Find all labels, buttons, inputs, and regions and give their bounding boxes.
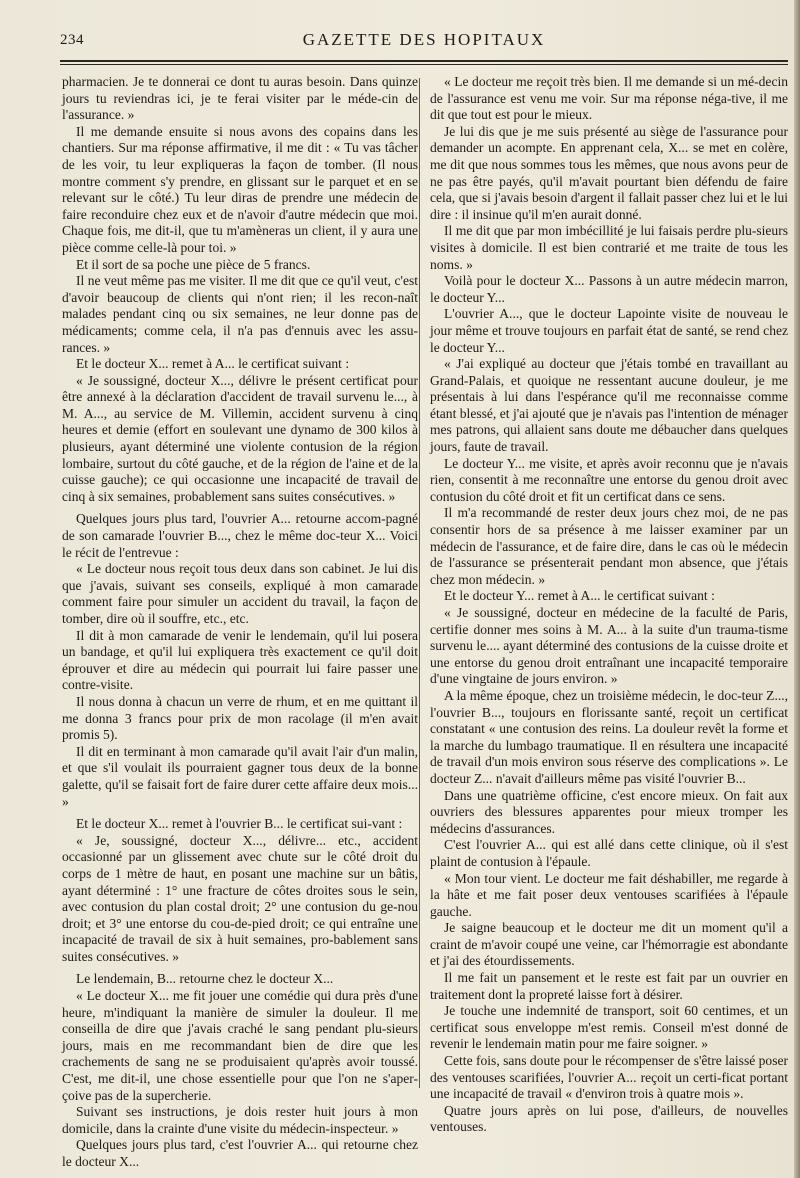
paragraph: Et le docteur Y... remet à A... le certificat suivant : (444, 588, 715, 604)
paragraph: Cette fois, sans doute pour le récompenser de s'être laissé poser des ventouses scarifiées, l'ouvrier A... reçoit un certi-ficat portant une incapacité de travail « d'environ trois à quatre mois ». (430, 1053, 788, 1102)
paragraph: « Le docteur X... me fit jouer une comédie qui dura près d'une heure, m'indiquant la manière de simuler la douleur. Il me conseilla de dire que j'avais craché le sang pendant plu-sieurs jours, mais en me recommandant bien de dire que les crachements de sang ne se produisaient qu'après avoir toussé. C'est, me dit-il, une chose essentielle pour que l'on ne s'aper-çoive pas de la supercherie. (62, 988, 418, 1103)
paragraph: Le docteur Y... me visite, et après avoir reconnu que je n'avais rien, consentit à me reconnaître une entorse du genou droit avec contusion du côté droit et fit un certificat dans ce sens. (430, 455, 788, 504)
paragraph: Et le docteur X... remet à A... le certificat suivant : (76, 356, 350, 372)
paragraph: « Le docteur me reçoit très bien. Il me demande si un mé-decin de l'assurance est venu me voir. Sur ma réponse néga-tive, il me dit que tout est pour le mieux. (430, 74, 788, 123)
paragraph: pharmacien. Je te donnerai ce dont tu auras besoin. Dans quinze jours tu reviendras ici, je te ferai visiter par le méde-cin de l'assurance. » (62, 74, 418, 123)
paragraph: Il m'a recommandé de rester deux jours chez moi, de ne pas consentir hors de sa présence à me laisser examiner par un médecin de l'assurance, et de faire dire, dans le cas où le médecin de l'assurance se présenterait pendant mon absence, que j'étais chez mon médecin. » (430, 505, 788, 587)
header-rule-thick (60, 60, 788, 62)
paragraph: Suivant ses instructions, je dois rester huit jours à mon domicile, dans la crainte d'une visite du médecin-inspecteur. » (62, 1104, 418, 1136)
paragraph: « Mon tour vient. Le docteur me fait déshabiller, me regarde à la hâte et me fait poser deux ventouses scarifiées à l'épaule gauche. (430, 870, 788, 919)
paragraph: Je lui dis que je me suis présenté au siège de l'assurance pour demander un acompte. En apprenant cela, X... se met en colère, me dit que nous sommes tous les mêmes, que nous avons peur de ne pas être payés, qu'il m'avait pourtant bien défendu de faire cela, que si j'avais besoin d'argent il fallait passer chez lui et le lui dire : il insinue qu'il m'en aurait donné. (430, 123, 788, 222)
paragraph: Le lendemain, B... retourne chez le docteur X... (76, 971, 334, 987)
paragraph: Je touche une indemnité de transport, soit 60 centimes, et un certificat sous enveloppe m'est remis. Conseil m'est donné de revenir le lendemain matin pour me faire soigner. » (430, 1003, 788, 1052)
paragraph: Et le docteur X... remet à l'ouvrier B... le certificat sui-vant : (76, 816, 403, 832)
paragraph: C'est l'ouvrier A... qui est allé dans cette clinique, où il s'est plaint de contusion à l'épaule. (430, 837, 788, 869)
paragraph: A la même époque, chez un troisième médecin, le doc-teur Z..., l'ouvrier B..., toujours en florissante santé, reçoit un certificat constatant « une contusion des reins. La douleur revêt la forme et la marche du lumbago traumatique. Il en résultera une incapacité de travail d'un mois environ sous réserve des complications ». Le docteur Z... n'avait d'ailleurs même pas visité l'ouvrier B... (430, 687, 788, 786)
paragraph: Il me fait un pansement et le reste est fait par un ouvrier en traitement dont la propreté laisse fort à désirer. (430, 970, 788, 1002)
paragraph: Quelques jours plus tard, c'est l'ouvrier A... qui retourne chez le docteur X... (62, 1137, 418, 1169)
paragraph: Il ne veut même pas me visiter. Il me dit que ce qu'il veut, c'est d'avoir beaucoup de clients qui n'ont rien; il les recon-naît malades pendant cinq ou six semaines, ne leur donne pas de médicaments; comme cela, il n'a pas d'ennuis avec les assu-rances. » (62, 273, 418, 355)
paragraph: « Je soussigné, docteur en médecine de la faculté de Paris, certifie donner mes soins à M. A... à la suite d'un trauma-tisme survenu le.... ayant déterminé des contusions de la cuisse droite et une entorse du genou droit entraînant une incapacité temporaire d'une vingtaine de jours environ. » (430, 605, 788, 687)
paragraph: Il me dit que par mon imbécillité je lui faisais perdre plu-sieurs visites à domicile. Il est bien contrarié et me traite de tous les noms. » (430, 223, 788, 272)
paragraph: « J'ai expliqué au docteur que j'étais tombé en travaillant au Grand-Palais, et quoique ne ressentant aucune douleur, je me présentais à lui dans l'espérance qu'il me reconnaisse comme étant blessé, et j'ai ajouté que je n'avais pas l'intention de ménager mes patrons, qui allaient sans doute me débaucher dans quelques jours, faute de travail. (430, 356, 788, 455)
paragraph: Voilà pour le docteur X... Passons à un autre médecin marron, le docteur Y... (430, 273, 788, 305)
paragraph: Je saigne beaucoup et le docteur me dit un moment qu'il a craint de m'avoir coupé une veine, car l'hémorragie est abondante et j'ai des étourdissements. (430, 920, 788, 969)
paragraph: « Je soussigné, docteur X..., délivre le présent certificat pour être annexé à la déclaration d'accident de travail survenu le..., à M. A..., au service de M. Villemin, accident survenu à cinq heures et demie (effort en soulevant une dynamo de 300 kilos à plusieurs, ayant déterminé une violente contusion de la région lombaire, surtout du côté gauche, et de la région de l'aine et de la cuisse gauche); ce qui occasionne une incapacité de travail de cinq à six semaines, probablement sans suites consécutives. » (62, 372, 418, 504)
page-header (60, 30, 788, 56)
paragraph: Il me demande ensuite si nous avons des copains dans les chantiers. Sur ma réponse affirmative, il me dit : « Tu vas tâcher de les voir, tu leur expliqueras la façon de tomber. (Il nous montre comment s'y prendre, en glissant sur le parquet et en se relevant sur le côté.) Tu leur diras de prendre une médecin de faire reconduire chez eux et de n'avoir d'autre médecin que moi. Chaque fois, me dit-il, que tu m'amèneras un client, il y aura une pièce comme celle-là pour toi. » (62, 123, 418, 255)
left-column (62, 74, 418, 1171)
paragraph: Quatre jours après on lui pose, d'ailleurs, de nouvelles ventouses. (430, 1102, 788, 1135)
right-column (430, 74, 788, 1136)
page-edge-shadow (794, 0, 800, 1178)
paragraph: « Je, soussigné, docteur X..., délivre... etc., accident occasionné par un glissement avec chute sur le côté droit du corps de 1 mètre de haut, en posant une machine sur un bâtis, ayant déterminé : 1° une fracture de côtes droites sous le sein, avec contusion du plan costal droit; 2° une contusion du ge-nou droit; et 3° une entorse du cou-de-pied droit; ce qui entraîne une incapacité de travail de six à huit semaines, pro-bablement sans suites consécutives. » (62, 832, 418, 964)
paragraph: Et il sort de sa poche une pièce de 5 francs. (76, 256, 311, 272)
paragraph: Il dit en terminant à mon camarade qu'il avait l'air d'un malin, et que s'il voulait ils pourraient gagner tous deux de la bonne galette, qu'il se faisait fort de faire durer cette affaire deux mois... » (62, 743, 418, 809)
paragraph: Il dit à mon camarade de venir le lendemain, qu'il lui posera un bandage, et qu'il lui expliquera très exactement ce qu'il doit éprouver et dire au médecin qui pourrait lui faire passer une contre-visite. (62, 627, 418, 693)
paragraph: Quelques jours plus tard, l'ouvrier A... retourne accom-pagné de son camarade l'ouvrier B..., chez le même doc-teur X... Voici le récit de l'entrevue : (62, 511, 418, 560)
column-divider (419, 78, 420, 1088)
paragraph: L'ouvrier A..., que le docteur Lapointe visite de nouveau le jour même et trouve toujours en parfait état de santé, se rend chez le docteur Y... (430, 306, 788, 355)
running-title: GAZETTE DES HOPITAUX (302, 30, 546, 49)
paragraph: Dans une quatrième officine, c'est encore mieux. On fait aux ouvriers des blessures apparentes pour mieux tromper les médecins d'assurances. (430, 787, 788, 836)
page-number: 234 (60, 32, 84, 48)
paragraph: Il nous donna à chacun un verre de rhum, et en me quittant il me donna 3 francs pour prix de mon racolage (il m'en avait promis 5). (62, 693, 418, 743)
header-rule-thin (60, 64, 788, 65)
paragraph: « Le docteur nous reçoit tous deux dans son cabinet. Je lui dis que j'avais, suivant ses conseils, expliqué à mon camarade comment faire pour simuler un accident du travail, la façon de tomber, dire où il souffre, etc., etc. (62, 561, 418, 626)
